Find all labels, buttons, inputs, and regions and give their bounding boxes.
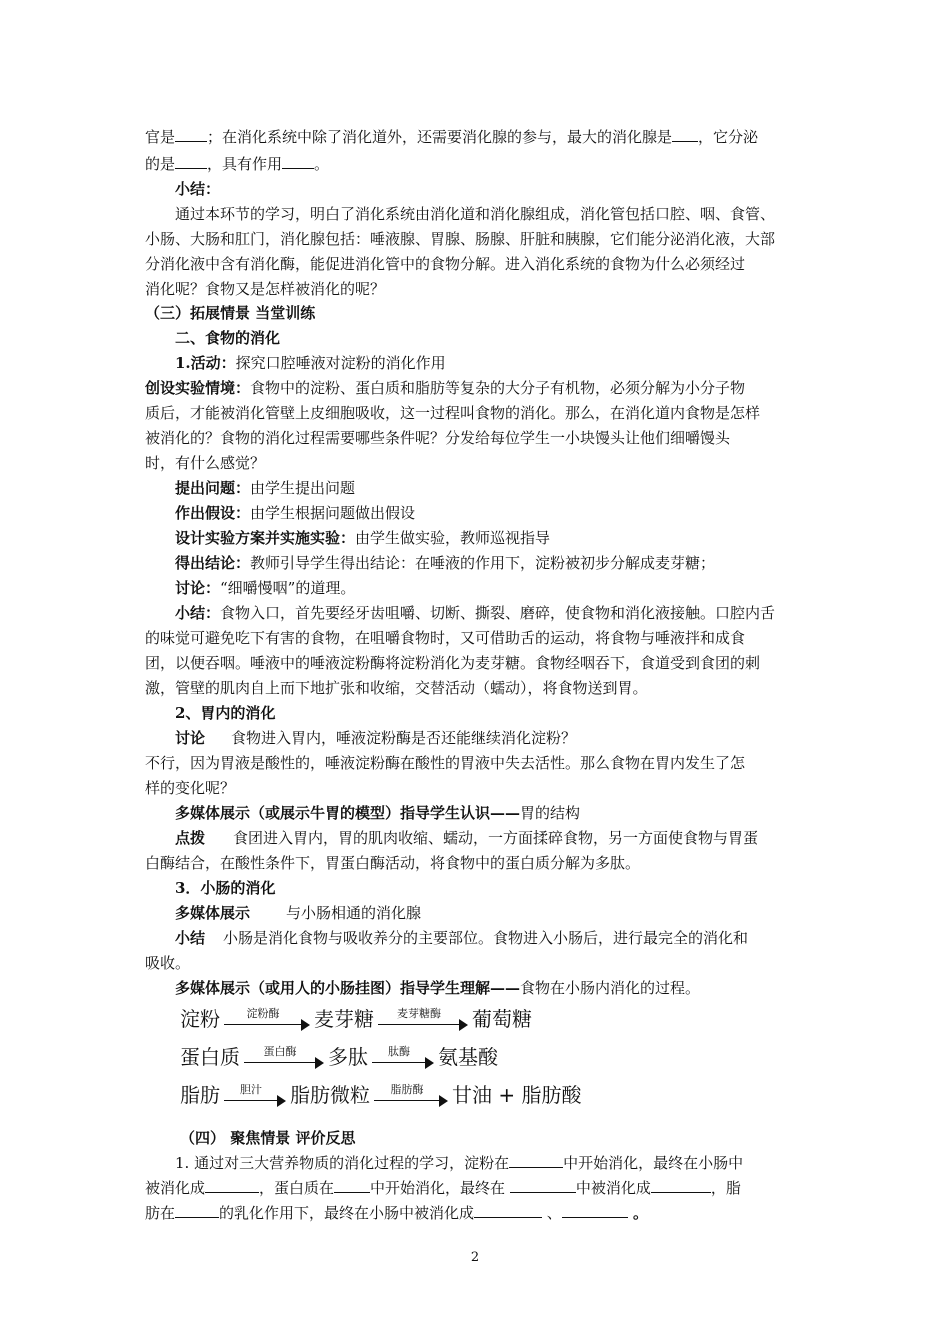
text-line: 多媒体展示（或用人的小肠挂图）指导学生理解——食物在小肠内消化的过程。 xyxy=(175,979,701,997)
text-line: 团，以便吞咽。唾液中的唾液淀粉酶将淀粉消化为麦芽糖。食物经咽吞下，食道受到食团的刺 xyxy=(145,654,761,672)
step-line: 提出问题：由学生提出问题 xyxy=(175,479,356,497)
text-line: 白酶结合，在酸性条件下，胃蛋白酶活动，将食物中的蛋白质分解为多肽。 xyxy=(145,854,641,872)
question-line: 肪在 的乳化作用下，最终在小肠中被消化成 、 。 xyxy=(145,1204,649,1222)
paragraph-line: 分消化液中含有消化酶，能促进消化管中的食物分解。进入消化系统的食物为什么必须经过 xyxy=(145,255,746,273)
fill-blank xyxy=(175,126,207,142)
reaction-arrow: 脂肪酶 xyxy=(374,1085,448,1109)
paragraph-line: 消化呢？食物又是怎样被消化的呢？ xyxy=(145,280,386,298)
text-line: 时，有什么感觉？ xyxy=(145,454,266,472)
text-line: 官是 ；在消化系统中除了消化道外，还需要消化腺的参与，最大的消化腺是 ，它分泌 xyxy=(145,128,759,146)
reaction-arrow: 淀粉酶 xyxy=(224,1009,310,1033)
digestion-equation-protein: 蛋白质 蛋白酶 多肽 肽酶 氨基酸 xyxy=(180,1044,498,1069)
step-line: 作出假设：由学生根据问题做出假设 xyxy=(175,504,416,522)
text-line: 小结：食物入口，首先要经牙齿咀嚼、切断、撕裂、磨碎，使食物和消化液接触。口腔内舌 xyxy=(175,604,776,622)
text-line: 被消化的？食物的消化过程需要哪些条件呢？分发给每位学生一小块馒头让他们细嚼馒头 xyxy=(145,429,731,447)
fill-blank xyxy=(562,1202,628,1218)
text-line: 质后，才能被消化管壁上皮细胞吸收，这一过程叫食物的消化。那么，在消化道内食物是怎样 xyxy=(145,404,761,422)
text-line: 点拨 食团进入胃内，胃的肌肉收缩、蠕动，一方面揉碎食物，另一方面使食物与胃蛋 xyxy=(175,829,759,847)
question-line: 被消化成 ，蛋白质在 中开始消化，最终在 中被消化成 ，脂 xyxy=(145,1179,741,1197)
fill-blank xyxy=(510,1177,576,1193)
paragraph-line: 小肠、大肠和肛门，消化腺包括：唾液腺、胃腺、肠腺、肝脏和胰腺，它们能分泌消化液，大部 xyxy=(145,230,776,248)
subsection-heading: 3．小肠的消化 xyxy=(175,879,276,897)
text-line: 多媒体展示 与小肠相通的消化腺 xyxy=(175,904,422,922)
step-line: 得出结论：教师引导学生得出结论：在唾液的作用下，淀粉被初步分解成麦芽糖； xyxy=(175,554,716,572)
subsection-heading: 2、胃内的消化 xyxy=(175,704,276,722)
page-number: 2 xyxy=(470,1250,480,1265)
section-heading: （四） 聚焦情景 评价反思 xyxy=(180,1129,356,1147)
text-line: 多媒体展示（或展示牛胃的模型）指导学生认识——胃的结构 xyxy=(175,804,581,822)
reaction-arrow: 肽酶 xyxy=(372,1047,434,1071)
text-line: 小结 小肠是消化食物与吸收养分的主要部位。食物进入小肠后，进行最完全的消化和 xyxy=(175,929,749,947)
text-line: 创设实验情境：食物中的淀粉、蛋白质和脂肪等复杂的大分子有机物，必须分解为小分子物 xyxy=(145,379,746,397)
question-line: 1. 通过对三大营养物质的消化过程的学习，淀粉在 中开始消化，最终在小肠中 xyxy=(175,1154,744,1172)
activity-line: 1.活动：探究口腔唾液对淀粉的消化作用 xyxy=(175,354,446,372)
text-line: 讨论 食物进入胃内，唾液淀粉酶是否还能继续消化淀粉？ xyxy=(175,729,577,747)
fill-blank xyxy=(282,153,314,169)
fill-blank xyxy=(175,1202,219,1218)
text-line: 的味觉可避免吃下有害的食物，在咀嚼食物时，又可借助舌的运动，将食物与唾液拌和成食 xyxy=(145,629,746,647)
text-line: 不行，因为胃液是酸性的，唾液淀粉酶在酸性的胃液中失去活性。那么食物在胃内发生了怎 xyxy=(145,754,746,772)
section-heading: （三）拓展情景 当堂训练 xyxy=(145,304,316,322)
fill-blank xyxy=(474,1202,542,1218)
digestion-equation-starch: 淀粉 淀粉酶 麦芽糖 麦芽糖酶 葡萄糖 xyxy=(180,1006,532,1031)
text-line: 的是 ，具有作用 。 xyxy=(145,155,330,173)
step-line: 讨论：“细嚼慢咽”的道理。 xyxy=(175,579,356,597)
fill-blank xyxy=(651,1177,711,1193)
reaction-arrow: 麦芽糖酶 xyxy=(378,1009,468,1033)
fill-blank xyxy=(205,1177,259,1193)
text-line: 样的变化呢？ xyxy=(145,779,236,797)
fill-blank xyxy=(509,1152,563,1168)
text-line: 吸收。 xyxy=(145,954,191,972)
reaction-arrow: 胆汁 xyxy=(224,1085,286,1109)
digestion-equation-fat: 脂肪 胆汁 脂肪微粒 脂肪酶 甘油 + 脂肪酸 xyxy=(180,1082,582,1107)
fill-blank xyxy=(672,126,698,142)
fill-blank xyxy=(175,153,207,169)
paragraph-line: 通过本环节的学习，明白了消化系统由消化道和消化腺组成，消化管包括口腔、咽、食管、 xyxy=(175,205,776,223)
text-line: 激，管壁的肌肉自上而下地扩张和收缩，交替活动（蠕动），将食物送到胃。 xyxy=(145,679,648,697)
step-line: 设计实验方案并实施实验：由学生做实验，教师巡视指导 xyxy=(175,529,551,547)
reaction-arrow: 蛋白酶 xyxy=(244,1047,324,1071)
fill-blank xyxy=(334,1177,370,1193)
subsection-heading: 二、食物的消化 xyxy=(175,329,281,347)
summary-label: 小结： xyxy=(175,180,221,198)
